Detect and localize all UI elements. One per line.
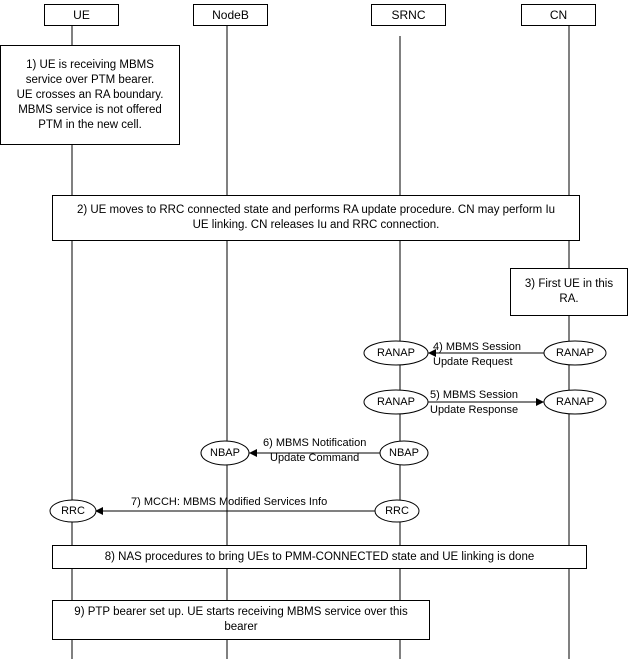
- endpoint-label-srnc-ranap-req: RANAP: [377, 347, 415, 359]
- endpoint-label-nodeb-nbap: NBAP: [210, 447, 240, 459]
- endpoint-label-cn-ranap-req: RANAP: [556, 347, 594, 359]
- entity-nodeb: NodeB: [193, 4, 268, 26]
- note-step-1: 1) UE is receiving MBMS service over PTM bearer. UE crosses an RA boundary. MBMS service is not offered PTM in the new cell.: [0, 45, 180, 145]
- endpoint-label-cn-ranap-resp: RANAP: [556, 396, 594, 408]
- entity-cn: CN: [521, 4, 596, 26]
- endpoint-label-srnc-ranap-resp: RANAP: [377, 396, 415, 408]
- note-step-2: 2) UE moves to RRC connected state and performs RA update procedure. CN may perform Iu UE linking. CN releases Iu and RRC connection.: [52, 195, 580, 241]
- entity-srnc: SRNC: [371, 4, 446, 26]
- message-label-5: 5) MBMS Session Update Response: [430, 389, 519, 416]
- entity-ue: UE: [44, 4, 119, 26]
- note-step-3: 3) First UE in this RA.: [510, 268, 628, 316]
- message-label-6: 6) MBMS Notification Update Command: [263, 437, 367, 464]
- endpoint-label-ue-rrc: RRC: [61, 505, 85, 517]
- note-step-8: 8) NAS procedures to bring UEs to PMM-CONNECTED state and UE linking is done: [52, 545, 587, 569]
- note-step-9: 9) PTP bearer set up. UE starts receiving MBMS service over this bearer: [52, 600, 430, 640]
- endpoint-label-srnc-rrc: RRC: [385, 505, 409, 517]
- endpoint-label-srnc-nbap: NBAP: [389, 447, 419, 459]
- message-label-4: 4) MBMS Session Update Request: [433, 341, 522, 368]
- message-label-7: 7) MCCH: MBMS Modified Services Info: [131, 496, 328, 508]
